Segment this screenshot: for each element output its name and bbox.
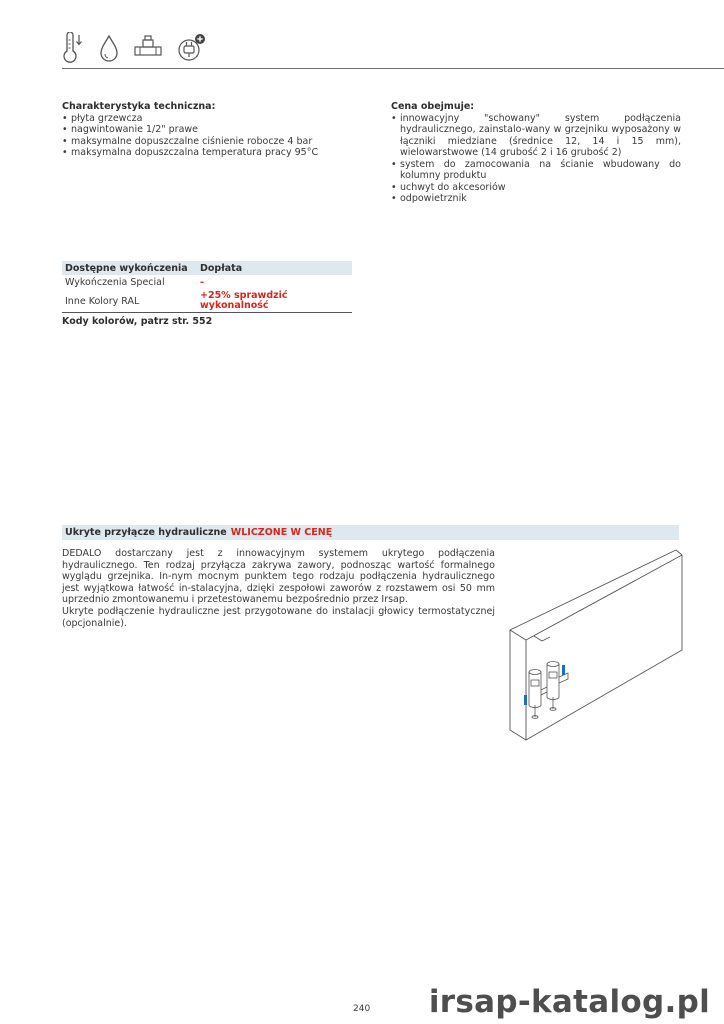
hidden-connection-illustration: [498, 545, 688, 745]
description-paragraph: DEDALO dostarczany jest z innowacyjnym systemem ukrytego podłączenia hydraulicznego. Ten rodzaj przyłącza zakrywa zawory, podnosząc wartość formalnego wyglądu grzejnika. In-nym mocnym punktem tego rodzaju podłączenia hydraulicznego jest wyjątkowa łatwość in-stalacyjna, dzięki zespołowi zaworów z rozstawem osi 50 mm uprzednio zmontowanemu i przetestowanemu bezpośrednio przez Irsap.: [62, 548, 495, 606]
specs-item: • nagwintowanie 1/2" prawe: [62, 124, 362, 136]
water-drop-icon: [98, 32, 120, 64]
section-header: [62, 525, 679, 540]
includes-item: • odpowietrznik: [391, 193, 681, 205]
color-codes-note: Kody kolorów, patrz str. 552: [62, 316, 213, 327]
table-bottom-rule: [62, 312, 352, 313]
specs-item: • maksymalne dopuszczalne ciśnienie robocze 4 bar: [62, 136, 362, 148]
page-number: 240: [353, 1004, 371, 1014]
section-highlight: WLICZONE W CENĘ: [230, 527, 333, 538]
section-title: Ukryte przyłącze hydrauliczne: [65, 527, 227, 538]
description: [62, 548, 495, 629]
specs-item: • maksymalna dopuszczalna temperatura pracy 95°C: [62, 147, 362, 159]
specs-list: [62, 113, 362, 159]
description-paragraph: Ukryte podłączenie hydrauliczne jest przygotowane do instalacji głowicy termostatycznej (opcjonalnie).: [62, 605, 495, 629]
finishes-header-col2: Dopłata: [200, 262, 243, 274]
watermark: irsap-katalog.pl: [428, 984, 710, 1020]
finishes-header: [62, 261, 352, 275]
includes-title: Cena obejmuje:: [391, 101, 475, 112]
specs-item: • płyta grzewcza: [62, 113, 362, 125]
finishes-table: [62, 261, 352, 327]
specs-title: Charakterystyka techniczna:: [62, 101, 216, 112]
technical-specs: [62, 101, 362, 159]
price-includes: [391, 101, 681, 205]
feature-icons: [62, 31, 206, 65]
finishes-header-col1: Dostępne wykończenia: [65, 262, 188, 274]
thermometer-down-icon: [62, 32, 84, 64]
includes-item: • innowacyjny "schowany" system podłączenia hydraulicznego, zainstalo-wany w grzejniku wyposażony w łączniki miedziane (średnice 12, 14 i 15 mm), wielowarstwowe (14 grubość 2 i 16 grubość 2): [391, 113, 681, 159]
finish-name: Wykończenia Special: [65, 277, 165, 288]
plug-plus-icon: [176, 32, 206, 64]
table-row: [62, 290, 352, 312]
finish-surcharge: -: [200, 277, 204, 288]
finish-name: Inne Kolory RAL: [65, 295, 140, 307]
includes-item: • system do zamocowania na ścianie wbudowany do kolumny produktu: [391, 159, 681, 182]
header-divider: [62, 68, 724, 69]
pipe-connector-icon: [134, 32, 162, 64]
table-row: [62, 275, 352, 290]
includes-list: [391, 113, 681, 205]
finish-surcharge: +25% sprawdzić wykonalność: [200, 289, 288, 311]
includes-item: • uchwyt do akcesoriów: [391, 182, 681, 194]
